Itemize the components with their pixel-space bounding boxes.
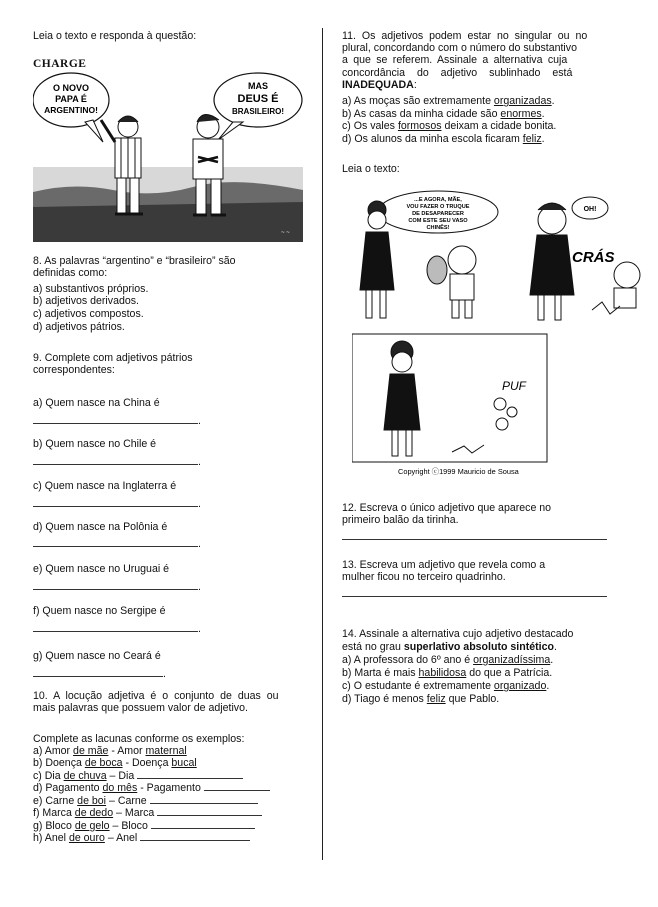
q10-item-b: b) Doença de boca - Doença bucal (33, 757, 197, 769)
q9-item-d: d) Quem nasce na Polônia é (33, 521, 168, 533)
q9-stem-line1: 9. Complete com adjetivos pátrios (33, 352, 193, 364)
q9-item-b: b) Quem nasce no Chile é (33, 438, 157, 450)
charge-title: CHARGE (33, 58, 87, 70)
q9-answer-f[interactable]: . (33, 622, 201, 635)
q10-stem-line1: 10. A locução adjetiva é o conjunto de duas ou (33, 690, 279, 702)
q8-option-a[interactable]: a) substantivos próprios. (33, 283, 149, 295)
read-text-label: Leia o texto: (342, 163, 400, 175)
comic-sfx-puf: PUF (502, 379, 526, 393)
q11-stem-line3: a que se referem. Assinale a alternativa cuja (342, 54, 568, 66)
q11-stem-line1: 11. Os adjetivos podem estar no singular ou no (342, 30, 588, 42)
comic-panel-2 (352, 334, 547, 462)
svg-text:~ ~: ~ ~ (281, 230, 290, 236)
q10-item-a: a) Amor de mãe - Amor maternal (33, 745, 187, 757)
q9-item-f: f) Quem nasce no Sergipe é (33, 605, 166, 617)
bubble-left-line2: PAPA É (55, 94, 87, 104)
q12-stem-line1: 12. Escreva o único adjetivo que aparece no (342, 502, 552, 514)
bubble-right-line3: BRASILEIRO! (232, 107, 284, 116)
q8-option-b[interactable]: b) adjetivos derivados. (33, 295, 139, 307)
q10-item-e[interactable]: e) Carne de boi – Carne (33, 794, 258, 807)
column-divider (322, 28, 323, 860)
q14-option-b[interactable]: b) Marta é mais habilidosa do que a Patrícia. (342, 667, 553, 679)
comic-panel-1 (352, 190, 648, 330)
comic-bubble1-line3: DE DESAPARECER (412, 211, 464, 217)
q12-stem-line2: primeiro balão da tirinha. (342, 514, 459, 526)
q9-answer-e[interactable]: . (33, 580, 201, 593)
q14-option-c[interactable]: c) O estudante é extremamente organizado. (342, 680, 550, 692)
q11-option-d[interactable]: d) Os alunos da minha escola ficaram feliz. (342, 133, 545, 145)
q8-option-d[interactable]: d) adjetivos pátrios. (33, 321, 125, 333)
q9-answer-d[interactable]: . (33, 537, 201, 550)
q13-answer-line[interactable] (342, 587, 607, 600)
q11-stem-line5: INADEQUADA: (342, 79, 417, 91)
q13-stem-line1: 13. Escreva um adjetivo que revela como a (342, 559, 546, 571)
q8-stem-line2: definidas como: (33, 267, 108, 279)
comic-copyright: Copyright ⓒ1999 Mauricio de Sousa (398, 467, 519, 476)
q10-item-h[interactable]: h) Anel de ouro – Anel (33, 831, 250, 844)
bubble-right-line1: MAS (248, 81, 268, 91)
q9-stem-line2: correspondentes: (33, 364, 115, 376)
q9-answer-a[interactable]: . (33, 414, 201, 427)
q9-item-c: c) Quem nasce na Inglaterra é (33, 480, 177, 492)
bubble-left-line3: ARGENTINO! (44, 105, 98, 115)
q10-item-f[interactable]: f) Marca de dedo – Marca (33, 806, 262, 819)
q8-option-c[interactable]: c) adjetivos compostos. (33, 308, 144, 320)
q9-item-g: g) Quem nasce no Ceará é (33, 650, 161, 662)
q12-answer-line[interactable] (342, 530, 607, 543)
intro-text: Leia o texto e responda à questão: (33, 30, 197, 42)
q10-item-d[interactable]: d) Pagamento do mês - Pagamento (33, 781, 270, 794)
q14-stem-line2: está no grau superlativo absoluto sintético. (342, 641, 557, 653)
q10-item-c[interactable]: c) Dia de chuva – Dia (33, 769, 243, 782)
bubble-right-line2: DEUS É (237, 93, 279, 105)
q10-instruction: Complete as lacunas conforme os exemplos: (33, 733, 245, 745)
q11-stem-line4: concordância do adjetivo sublinhado está (342, 67, 573, 79)
charge-cartoon (33, 72, 303, 242)
q11-stem-line2: plural, concordando com o número do substantivo (342, 42, 577, 54)
q11-option-b[interactable]: b) As casas da minha cidade são enormes. (342, 108, 545, 120)
q9-answer-b[interactable]: . (33, 455, 201, 468)
comic-bubble2-text: OH! (583, 206, 597, 213)
q14-stem-line1: 14. Assinale a alternativa cujo adjetivo destacado (342, 628, 574, 640)
q9-answer-g[interactable]: . (33, 667, 166, 680)
comic-bubble1-line1: ...E AGORA, MÃE, (414, 197, 462, 203)
comic-strip (352, 190, 648, 480)
q11-option-a[interactable]: a) As moças são extremamente organizadas. (342, 95, 555, 107)
q9-item-e: e) Quem nasce no Uruguai é (33, 563, 170, 575)
comic-bubble1-line4: COM ESTE SEU VASO (408, 218, 468, 224)
q10-item-g[interactable]: g) Bloco de gelo – Bloco (33, 819, 255, 832)
q11-option-c[interactable]: c) Os vales formosos deixam a cidade bonita. (342, 120, 557, 132)
q9-item-a: a) Quem nasce na China é (33, 397, 160, 409)
q9-answer-c[interactable]: . (33, 497, 201, 510)
comic-bubble1-line2: VOU FAZER O TRUQUE (406, 204, 470, 210)
comic-sfx-cras: CRÁS (572, 249, 615, 266)
q13-stem-line2: mulher ficou no terceiro quadrinho. (342, 571, 506, 583)
comic-bubble1-line5: CHINÊS! (426, 225, 450, 231)
q14-option-a[interactable]: a) A professora do 6º ano é organizadíssima. (342, 654, 554, 666)
bubble-left-line1: O NOVO (52, 83, 90, 93)
q14-option-d[interactable]: d) Tiago é menos feliz que Pablo. (342, 693, 500, 705)
q10-stem-line2: mais palavras que possuem valor de adjetivo. (33, 702, 248, 714)
q8-stem-line1: 8. As palavras “argentino” e “brasileiro” são (33, 255, 236, 267)
